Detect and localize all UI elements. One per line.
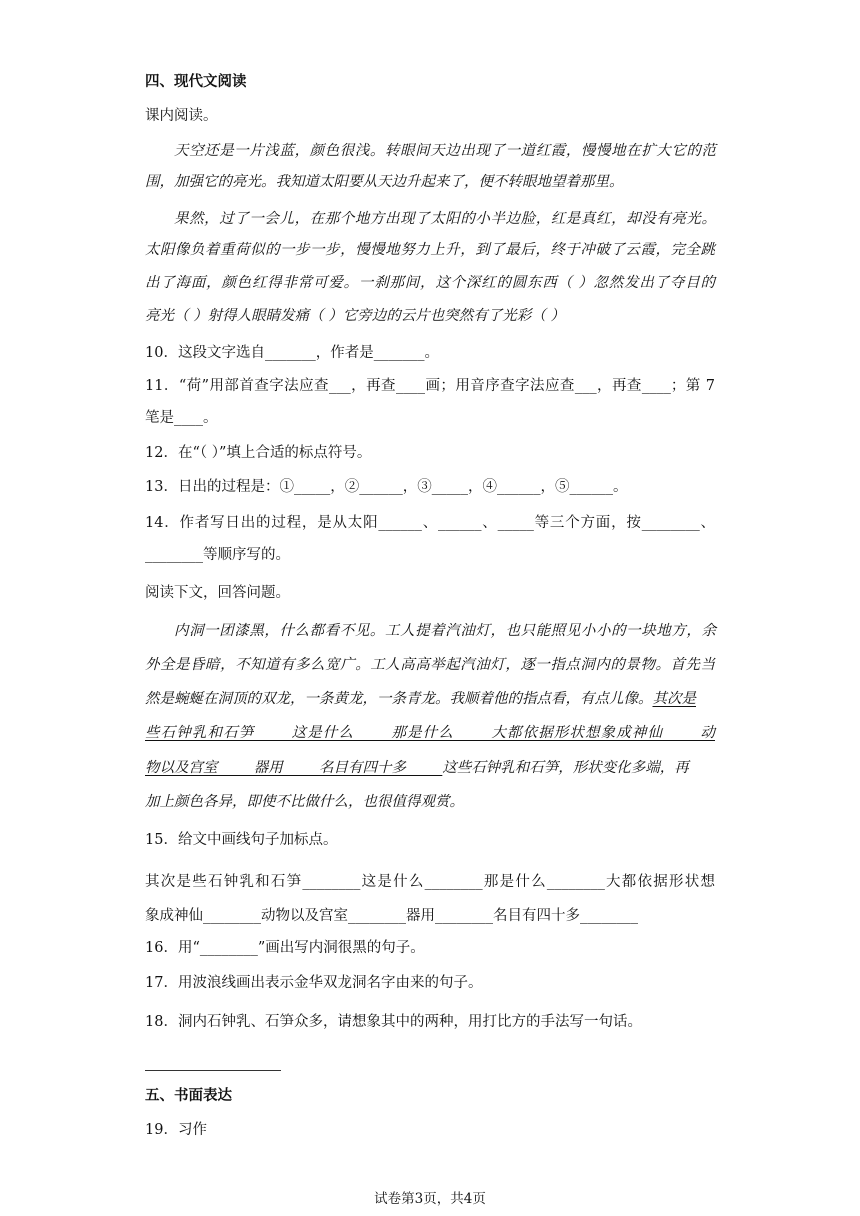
passage3-text: 然是蜿蜒在洞顶的双龙，一条黄龙，一条青龙。我顺着他的指点看，有点儿像。 bbox=[145, 691, 653, 707]
answer-divider bbox=[145, 1070, 281, 1071]
passage3-line bbox=[145, 758, 715, 778]
passage2-line: 出了海面，颜色红得非常可爱。一刹那间，这个深红的圆东西（ ）忽然发出了夺目的 bbox=[145, 275, 715, 291]
question-11-cont: 笔是____。 bbox=[145, 410, 218, 426]
question-16: 16．用“________”画出写内洞很黑的句子。 bbox=[145, 940, 425, 956]
underlined-sentence: 些石钟乳和石笋_____这是什么_____那是什么_____大都依据形状想象成神仙_____动 bbox=[145, 725, 715, 741]
passage3-line: 加上颜色各异，即使不比做什么，也很值得观赏。 bbox=[145, 794, 464, 810]
underlined-sentence: 物以及宫室_____器用_____名目有四十多_____ bbox=[145, 760, 443, 776]
question-10: 10．这段文字选自_______，作者是_______。 bbox=[145, 345, 439, 361]
passage2-line: 果然，过了一会儿，在那个地方出现了太阳的小半边脸，红是真红，却没有亮光。 bbox=[174, 211, 716, 227]
question-15-line: 象成神仙________动物以及宫室________器用________名目有四十多________ bbox=[145, 908, 638, 924]
passage3-text: 这些石钟乳和石笋，形状变化多端，再 bbox=[442, 760, 689, 776]
question-14-cont: ________等顺序写的。 bbox=[145, 547, 290, 563]
section4-intro: 课内阅读。 bbox=[145, 108, 218, 124]
section5-title: 五、书面表达 bbox=[145, 1088, 232, 1104]
question-14: 14．作者写日出的过程，是从太阳______、______、_____等三个方面，按________、 bbox=[145, 515, 715, 531]
question-11: 11．“荷”用部首查字法应查___，再查____画；用音序查字法应查___，再查____；第 7 bbox=[145, 378, 715, 394]
passage2-line: 亮光（ ）射得人眼睛发痛（ ）它旁边的云片也突然有了光彩（ ） bbox=[145, 308, 565, 324]
question-17: 17．用波浪线画出表示金华双龙洞名字由来的句子。 bbox=[145, 975, 483, 991]
page-footer: 试卷第3页，共4页 bbox=[374, 1191, 486, 1207]
passage3-line: 内洞一团漆黑，什么都看不见。工人提着汽油灯，也只能照见小小的一块地方，余 bbox=[174, 623, 716, 639]
passage1-line: 天空还是一片浅蓝，颜色很浅。转眼间天边出现了一道红霞，慢慢地在扩大它的范 bbox=[174, 143, 716, 159]
passage3-line: 外全是昏暗，不知道有多么宽广。工人高高举起汽油灯，逐一指点洞内的景物。首先当 bbox=[145, 657, 715, 673]
passage1-line: 围，加强它的亮光。我知道太阳要从天边升起来了，便不转眼地望着那里。 bbox=[145, 174, 624, 190]
question-12: 12．在“（ ）”填上合适的标点符号。 bbox=[145, 445, 372, 461]
underlined-sentence: 其次是 bbox=[652, 691, 696, 707]
question-18: 18．洞内石钟乳、石笋众多，请想象其中的两种，用打比方的手法写一句话。 bbox=[145, 1014, 642, 1030]
question-15: 15．给文中画线句子加标点。 bbox=[145, 832, 338, 848]
passage3-line bbox=[145, 689, 696, 709]
question-19: 19．习作 bbox=[145, 1122, 207, 1138]
section4-title: 四、现代文阅读 bbox=[145, 74, 247, 90]
question-15-line: 其次是些石钟乳和石笋________这是什么________那是什么________大都依据形状想 bbox=[145, 874, 715, 890]
question-13: 13．日出的过程是：①_____，②______，③_____，④______，⑤______。 bbox=[145, 479, 628, 495]
passage2-line: 太阳像负着重荷似的一步一步，慢慢地努力上升，到了最后，终于冲破了云霞，完全跳 bbox=[145, 242, 715, 258]
section4-intro2: 阅读下文，回答问题。 bbox=[145, 585, 290, 601]
